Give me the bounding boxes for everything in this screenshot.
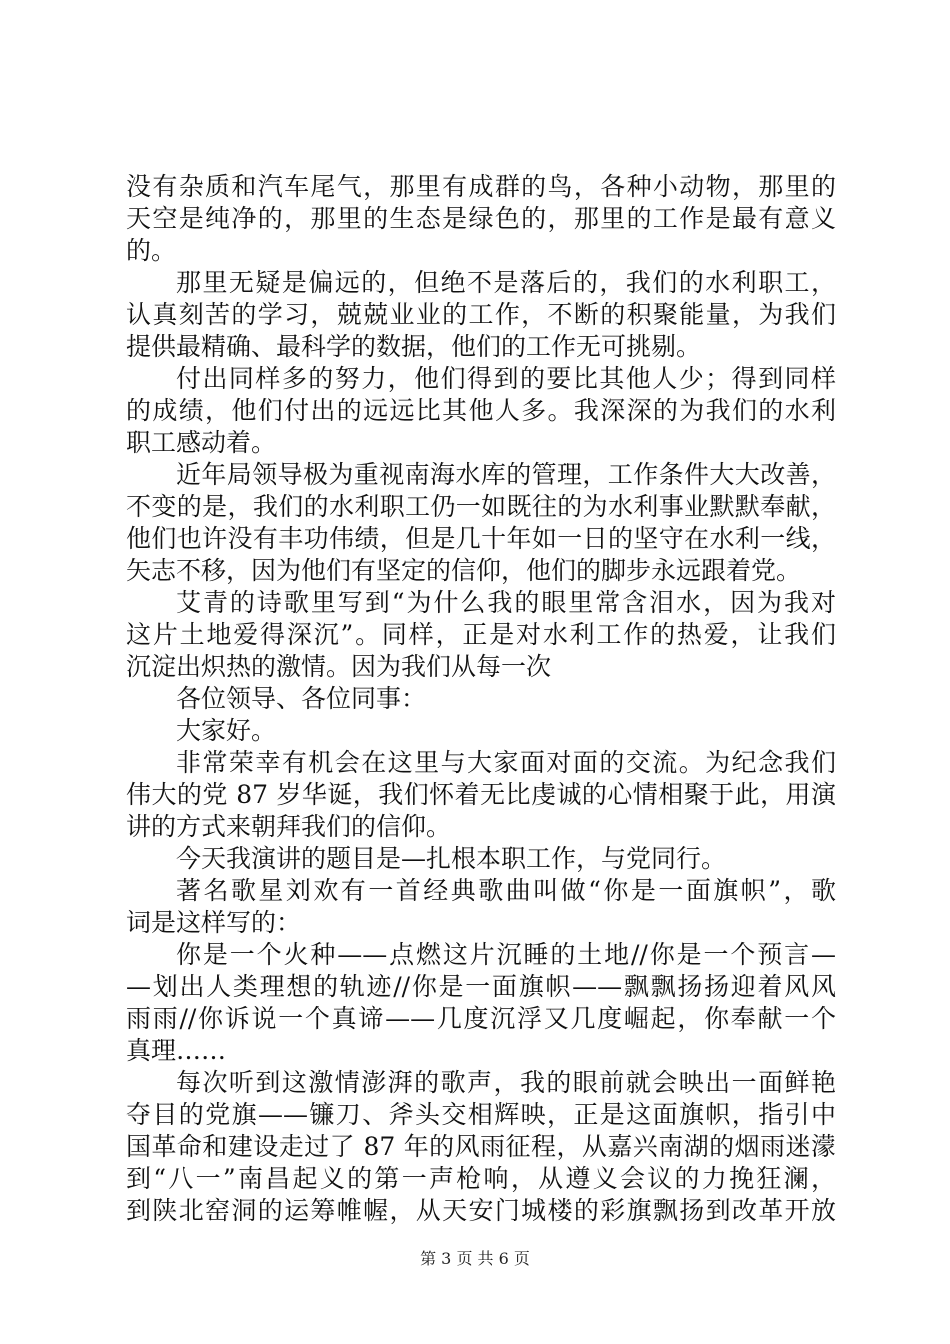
text-line: 没有杂质和汽车尾气，那里有成群的鸟，各种小动物，那里的 (126, 172, 836, 201)
text-line: 真理…… (126, 1036, 227, 1065)
text-line: 艾青的诗歌里写到“为什么我的眼里常含泪水，因为我对 (176, 588, 836, 617)
text-line: 提供最精确、最科学的数据，他们的工作无可挑剔。 (126, 332, 702, 361)
text-line: 天空是纯净的，那里的生态是绿色的，那里的工作是最有意义 (126, 204, 836, 233)
text-line: 的。 (126, 236, 177, 265)
page-footer: 第 3 页 共 6 页 (420, 1249, 530, 1268)
text-line: 词是这样写的： (126, 908, 302, 937)
text-line: 伟大的党 87 岁华诞，我们怀着无比虔诚的心情相聚于此，用演 (126, 780, 836, 809)
text-line: 雨雨//你诉说一个真谛——几度沉浮又几度崛起，你奉献一个 (126, 1004, 836, 1033)
text-line: 矢志不移，因为他们有坚定的信仰，他们的脚步永远跟着党。 (126, 556, 802, 585)
text-line: 的成绩，他们付出的远远比其他人多。我深深的为我们的水利 (126, 396, 836, 425)
text-line: 大家好。 (176, 716, 277, 745)
text-line: 著名歌星刘欢有一首经典歌曲叫做“你是一面旗帜”，歌 (176, 876, 836, 905)
text-line: 各位领导、各位同事： (176, 684, 427, 713)
body-text (126, 171, 836, 1227)
text-line: 那里无疑是偏远的，但绝不是落后的，我们的水利职工， (176, 268, 836, 297)
text-line: 他们也许没有丰功伟绩，但是几十年如一日的坚守在水利一线， (126, 524, 836, 553)
text-line: 今天我演讲的题目是—扎根本职工作，与党同行。 (176, 844, 727, 873)
text-line: 职工感动着。 (126, 428, 277, 457)
text-line: 付出同样多的努力，他们得到的要比其他人少；得到同样 (176, 364, 836, 393)
text-line: 沉淀出炽热的激情。因为我们从每一次 (126, 652, 552, 681)
text-line: 非常荣幸有机会在这里与大家面对面的交流。为纪念我们 (176, 748, 836, 777)
text-line: 近年局领导极为重视南海水库的管理，工作条件大大改善， (176, 460, 836, 489)
text-line: —划出人类理想的轨迹//你是一面旗帜——飘飘扬扬迎着风风 (126, 972, 836, 1001)
text-line: 你是一个火种——点燃这片沉睡的土地//你是一个预言— (176, 940, 836, 969)
text-line: 夺目的党旗——镰刀、斧头交相辉映，正是这面旗帜，指引中 (126, 1100, 836, 1129)
text-line: 不变的是，我们的水利职工仍一如既往的为水利事业默默奉献， (126, 492, 836, 521)
text-line: 认真刻苦的学习，兢兢业业的工作，不断的积聚能量，为我们 (126, 300, 836, 329)
text-line: 国革命和建设走过了 87 年的风雨征程，从嘉兴南湖的烟雨迷濛 (126, 1132, 836, 1161)
text-line: 到“八一”南昌起义的第一声枪响，从遵义会议的力挽狂澜， (126, 1164, 836, 1193)
text-line: 到陕北窑洞的运筹帷幄，从天安门城楼的彩旗飘扬到改革开放 (126, 1196, 836, 1225)
text-line: 讲的方式来朝拜我们的信仰。 (126, 812, 452, 841)
text-line: 这片土地爱得深沉”。同样，正是对水利工作的热爱，让我们 (126, 620, 836, 649)
text-line: 每次听到这激情澎湃的歌声，我的眼前就会映出一面鲜艳 (176, 1068, 836, 1097)
